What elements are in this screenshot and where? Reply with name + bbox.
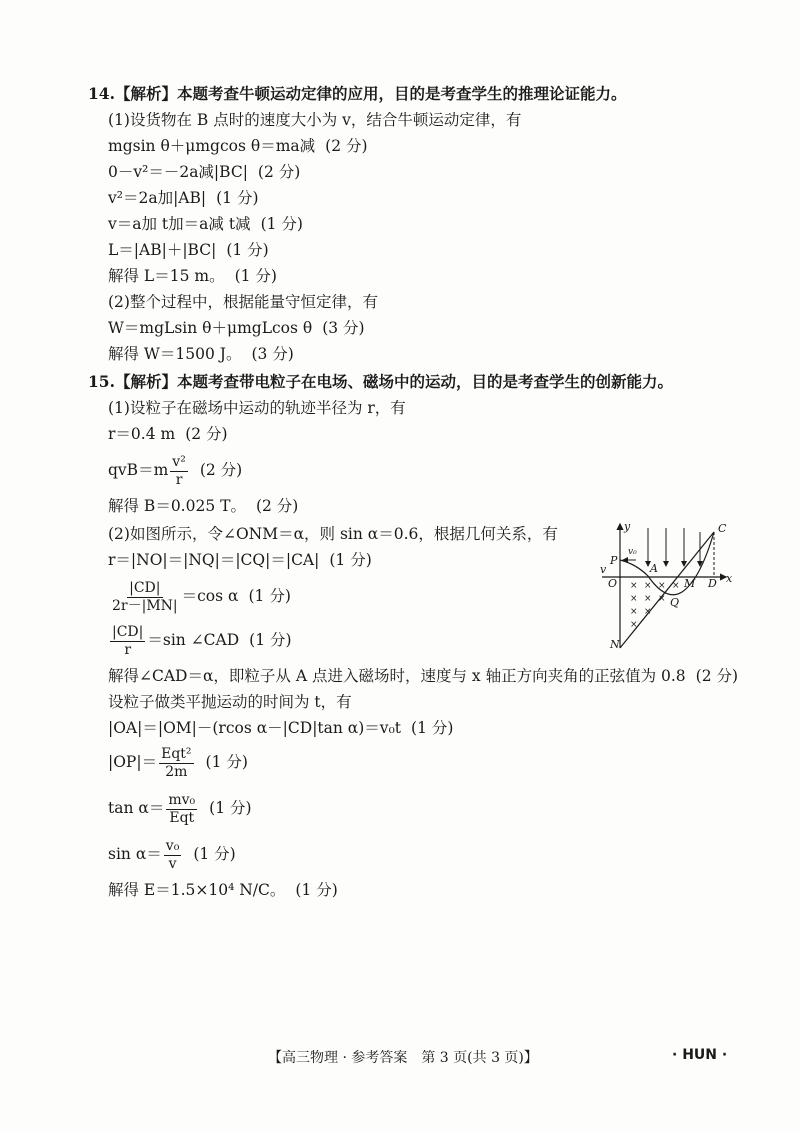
label-D: D [708, 577, 717, 590]
cross: × [630, 594, 638, 604]
q15-eq4-fraction [110, 580, 180, 615]
q14-eq4-score: (1 分) [260, 215, 303, 233]
q15-eq1-score: (2 分) [185, 425, 228, 443]
q15-eq6 [108, 718, 453, 738]
q15-res1 [108, 496, 298, 516]
label-N: N [610, 638, 620, 651]
q15-header: 15.【解析】本题考查带电粒子在电场、磁场中的运动，目的是考查学生的创新能力。 [88, 372, 673, 391]
q15-eq8-lhs: tan α＝ [108, 799, 165, 817]
q14-eq5 [108, 240, 269, 260]
cross: × [630, 620, 638, 630]
q14-p1: (1)设货物在 B 点时的速度大小为 v，结合牛顿运动定律，有 [108, 111, 522, 129]
q14-res2-text: 解得 W＝1500 J。 [108, 345, 242, 363]
q14-eq2-text: 0－v²＝－2a减|BC| [108, 163, 248, 181]
q15-p2: (2)如图所示，令∠ONM＝α，则 sin α＝0.6，根据几何关系，有 [108, 525, 558, 543]
q15-eq5-fraction [110, 624, 145, 659]
label-C: C [718, 522, 727, 535]
q15-res2-text: 解得∠CAD＝α，即粒子从 A 点进入磁场时，速度与 x 轴正方向夹角的正弦值为 0.8 [108, 667, 686, 685]
q14-eq3-score: (1 分) [216, 189, 259, 207]
q15-eq5-denominator: r [124, 641, 132, 658]
q15-eq7-fraction [159, 746, 193, 781]
q15-eq2-lhs: qvB＝m [108, 461, 169, 479]
q15-eq2-numerator: v² [172, 453, 186, 470]
q15-eq2-fraction [170, 454, 188, 489]
q15-eq5 [108, 622, 292, 659]
q15-eq1-text: r＝0.4 m [108, 425, 176, 443]
cross: × [658, 594, 666, 604]
q14-p2: (2)整个过程中，根据能量守恒定律，有 [108, 293, 378, 311]
cross: × [630, 607, 638, 617]
q15-eq9-score: (1 分) [193, 845, 236, 863]
q15-eq9 [108, 836, 236, 873]
q15-p1: (1)设粒子在磁场中运动的轨迹半径为 r，有 [108, 399, 406, 417]
q14-eq2-score: (2 分) [257, 163, 301, 181]
q15-res1-score: (2 分) [255, 497, 299, 515]
label-v: v [600, 563, 607, 576]
q14-eq4 [108, 214, 303, 234]
q14-res1 [108, 266, 277, 286]
q15-eq7-numerator: Eqt² [161, 745, 192, 762]
cross: × [644, 607, 652, 617]
q15-eq3-score: (1 分) [329, 551, 372, 569]
q15-eq4 [108, 578, 291, 615]
q15-eq6-text: |OA|＝|OM|－(rcos α－|CD|tan α)＝v₀t [108, 719, 402, 737]
q14-res1-score: (1 分) [234, 267, 277, 285]
q15-eq9-fraction [164, 838, 182, 873]
footer-page-info: 【高三物理 · 参考答案 第 3 页(共 3 页)】 [268, 1050, 538, 1066]
q15-eq8 [108, 790, 252, 827]
q15-p3: 设粒子做类平抛运动的时间为 t，有 [108, 693, 352, 711]
q15-eq7-denominator: 2m [165, 763, 188, 780]
q14-eq3-text: v²＝2a加|AB| [108, 189, 207, 207]
q14-res1-text: 解得 L＝15 m。 [108, 267, 225, 285]
q15-eq6-score: (1 分) [411, 719, 454, 737]
cross: × [630, 581, 638, 591]
q14-eq6-text: W＝mgLsin θ＋μmgLcos θ [108, 319, 313, 337]
q15-eq4-rhs: ＝cos α [181, 587, 239, 605]
footer-code: · HUN · [672, 1047, 728, 1063]
label-x: x [726, 572, 733, 585]
q15-res1-text: 解得 B＝0.025 T。 [108, 497, 246, 515]
q14-eq2 [108, 162, 300, 182]
q15-eq1 [108, 424, 228, 444]
q14-eq6-score: (3 分) [322, 319, 365, 337]
q15-eq3-text: r＝|NO|＝|NQ|＝|CQ|＝|CA| [108, 551, 320, 569]
q14-eq3 [108, 188, 259, 208]
q15-eq7-score: (1 分) [205, 753, 248, 771]
label-P: P [610, 554, 618, 567]
cross: × [672, 581, 680, 591]
q15-eq4-numerator: |CD| [129, 579, 161, 596]
q14-eq1-text: mgsin θ＋μmgcos θ＝ma减 [108, 137, 316, 155]
q15-res3-text: 解得 E＝1.5×10⁴ N/C。 [108, 881, 286, 899]
q15-eq9-lhs: sin α＝ [108, 845, 162, 863]
label-A: A [650, 562, 658, 575]
q15-eq2 [108, 452, 242, 489]
q15-eq7 [108, 744, 248, 781]
q15-eq4-score: (1 分) [248, 587, 291, 605]
q15-eq8-score: (1 分) [209, 799, 252, 817]
q15-eq8-fraction [166, 792, 197, 827]
q14-res2 [108, 344, 294, 364]
q15-res2 [108, 666, 738, 686]
q15-eq3 [108, 550, 372, 570]
q15-res3 [108, 880, 338, 900]
q15-eq2-score: (2 分) [199, 461, 243, 479]
label-y: y [624, 520, 631, 533]
field-lines [648, 528, 700, 566]
q15-eq8-numerator: mv₀ [168, 791, 196, 808]
q15-eq5-rhs: ＝sin ∠CAD [147, 631, 240, 649]
q15-eq9-numerator: v₀ [165, 837, 180, 854]
label-Q: Q [670, 596, 680, 609]
field-diagram [596, 520, 736, 652]
label-M: M [684, 577, 696, 590]
q15-eq5-score: (1 分) [249, 631, 292, 649]
q15-eq4-denominator: 2r－|MN| [112, 597, 178, 614]
q14-eq4-text: v＝a加 t加＝a减 t减 [108, 215, 251, 233]
cross: × [644, 594, 652, 604]
cross: × [644, 581, 652, 591]
cross: × [658, 581, 666, 591]
q15-res2-score: (2 分) [695, 667, 739, 685]
label-O: O [608, 577, 618, 590]
q14-eq1 [108, 136, 368, 156]
q15-eq5-numerator: |CD| [112, 623, 144, 640]
q15-eq9-denominator: v [168, 855, 177, 872]
q15-eq8-denominator: Eqt [169, 809, 195, 826]
q14-eq6 [108, 318, 365, 338]
q15-eq7-lhs: |OP|＝ [108, 753, 158, 771]
q14-header: 14.【解析】本题考查牛顿运动定律的应用，目的是考查学生的推理论证能力。 [88, 84, 627, 103]
q14-eq5-score: (1 分) [226, 241, 269, 259]
q14-eq1-score: (2 分) [325, 137, 368, 155]
q14-eq5-text: L＝|AB|＋|BC| [108, 241, 217, 259]
q15-res3-score: (1 分) [295, 881, 338, 899]
q15-eq2-denominator: r [175, 471, 183, 488]
label-v0: v₀ [628, 547, 637, 557]
q14-res2-score: (3 分) [251, 345, 294, 363]
